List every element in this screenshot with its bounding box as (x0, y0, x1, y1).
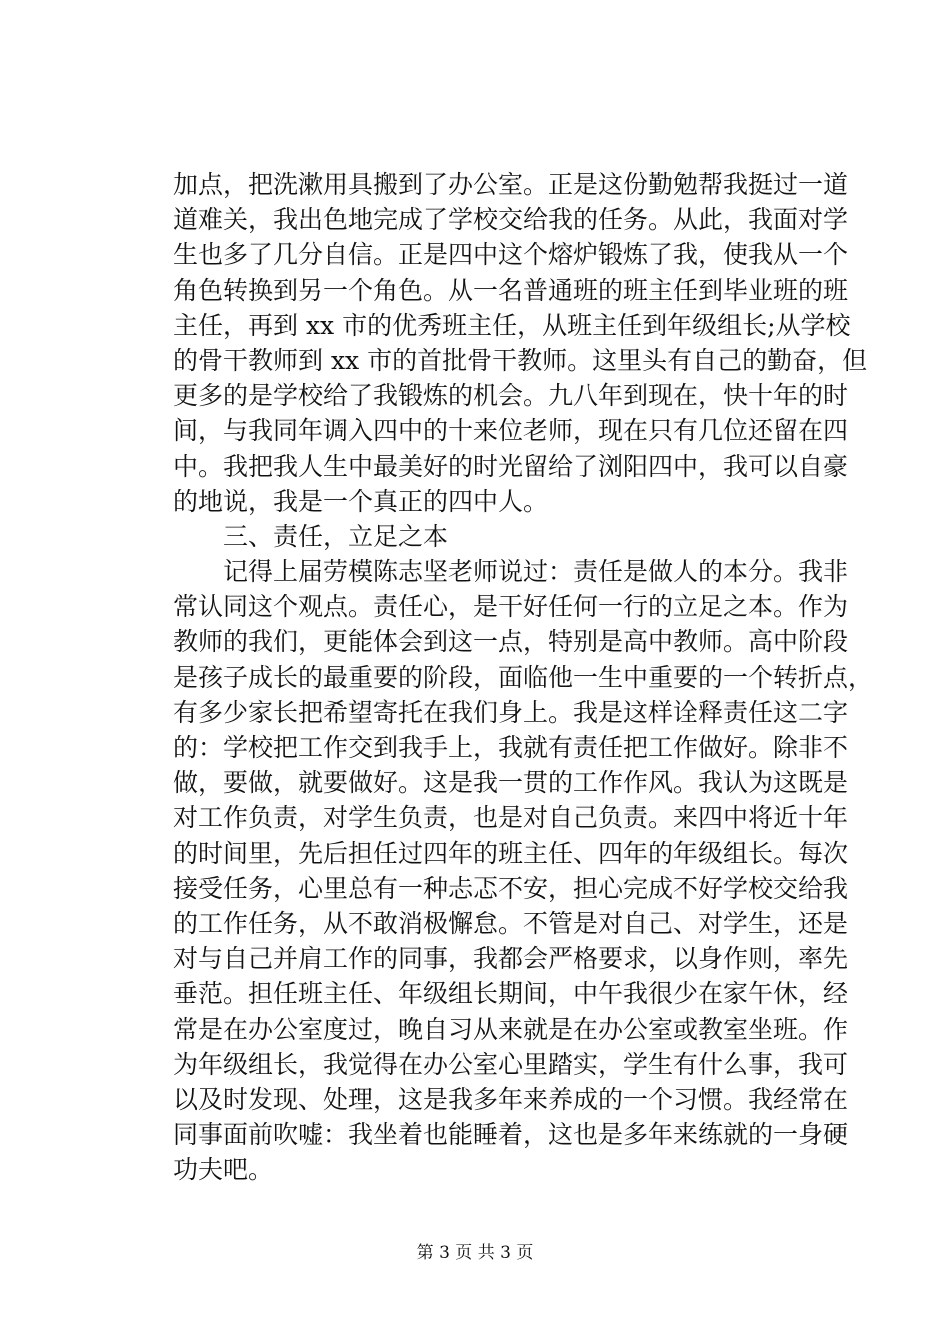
text-line: 教师的我们，更能体会到这一点，特别是高中教师。高中阶段 (173, 627, 849, 657)
text-line: 中。我把我人生中最美好的时光留给了浏阳四中，我可以自豪 (173, 451, 849, 481)
text-line: 有多少家长把希望寄托在我们身上。我是这样诠释责任这二字 (173, 697, 849, 727)
text-line: 接受任务，心里总有一种忐忑不安，担心完成不好学校交给我 (173, 873, 849, 903)
text-line: 同事面前吹嘘：我坐着也能睡着，这也是多年来练就的一身硬 (173, 1120, 849, 1150)
text-line: 的骨干教师到 xx 市的首批骨干教师。这里头有自己的勤奋，但 (173, 345, 868, 375)
text-line: 对与自己并肩工作的同事，我都会严格要求，以身作则，率先 (173, 944, 849, 974)
text-line: 主任，再到 xx 市的优秀班主任，从班主任到年级组长;从学校 (173, 310, 851, 340)
text-line: 做，要做，就要做好。这是我一贯的工作作风。我认为这既是 (173, 768, 849, 798)
text-line: 以及时发现、处理，这是我多年来养成的一个习惯。我经常在 (173, 1084, 849, 1114)
text-line: 的工作任务，从不敢消极懈怠。不管是对自己、对学生，还是 (173, 908, 849, 938)
text-line: 垂范。担任班主任、年级组长期间，中午我很少在家午休，经 (173, 979, 849, 1009)
page-footer: 第 3 页 共 3 页 (416, 1243, 534, 1263)
text-line: 记得上届劳模陈志坚老师说过：责任是做人的本分。我非 (223, 557, 849, 587)
text-line: 的：学校把工作交到我手上，我就有责任把工作做好。除非不 (173, 733, 849, 762)
section-heading: 三、责任，立足之本 (223, 521, 449, 551)
text-line: 对工作负责，对学生负责，也是对自己负责。来四中将近十年 (173, 803, 849, 833)
text-line: 道难关，我出色地完成了学校交给我的任务。从此，我面对学 (173, 205, 849, 235)
text-line: 角色转换到另一个角色。从一名普通班的班主任到毕业班的班 (173, 275, 849, 305)
text-line: 的地说，我是一个真正的四中人。 (173, 486, 549, 516)
text-line: 常是在办公室度过，晚自习从来就是在办公室或教室坐班。作 (173, 1014, 849, 1044)
text-line: 是孩子成长的最重要的阶段，面临他一生中重要的一个转折点， (173, 662, 874, 692)
text-line: 功夫吧。 (173, 1155, 274, 1185)
text-line: 间，与我同年调入四中的十来位老师，现在只有几位还留在四 (173, 416, 849, 446)
text-line: 加点，把洗漱用具搬到了办公室。正是这份勤勉帮我挺过一道 (173, 170, 849, 199)
text-line: 更多的是学校给了我锻炼的机会。九八年到现在，快十年的时 (173, 381, 849, 411)
text-line: 生也多了几分自信。正是四中这个熔炉锻炼了我，使我从一个 (173, 240, 849, 270)
text-line: 常认同这个观点。责任心，是干好任何一行的立足之本。作为 (173, 592, 849, 622)
text-line: 为年级组长，我觉得在办公室心里踏实，学生有什么事，我可 (173, 1049, 849, 1079)
body-text (173, 167, 874, 1187)
text-line: 的时间里，先后担任过四年的班主任、四年的年级组长。每次 (173, 838, 849, 868)
